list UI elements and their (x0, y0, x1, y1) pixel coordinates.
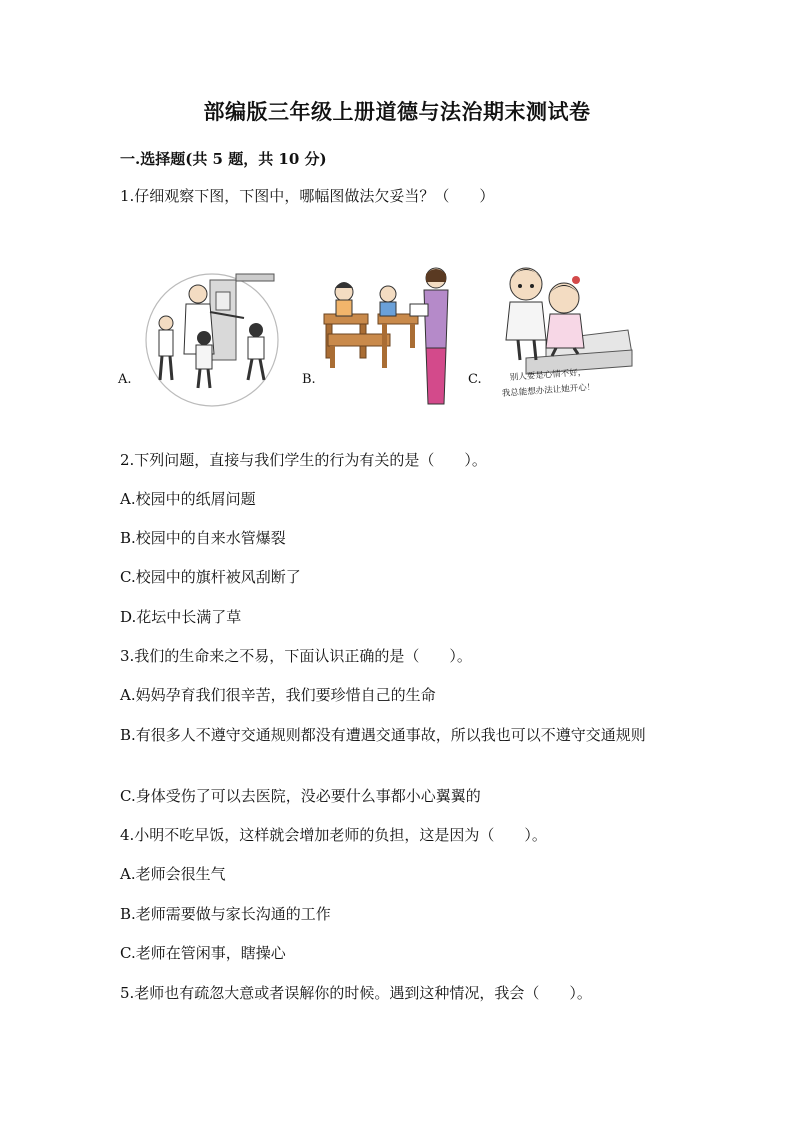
question-2-option-b[interactable]: B.校园中的自来水管爆裂 (120, 529, 286, 547)
question-2-stem: 2.下列问题，直接与我们学生的行为有关的是（ ）。 (120, 451, 487, 469)
section-heading: 一.选择题(共 5 题，共 10 分) (120, 150, 327, 168)
question-4-option-b[interactable]: B.老师需要做与家长沟通的工作 (120, 905, 331, 923)
figure-c-caption-line-1: 别人要是心情不好， (509, 367, 587, 383)
question-4-option-a[interactable]: A.老师会很生气 (120, 865, 226, 883)
figure-a-illustration[interactable] (140, 268, 285, 410)
question-3-option-a[interactable]: A.妈妈孕育我们很辛苦，我们要珍惜自己的生命 (120, 686, 436, 704)
question-4-option-c[interactable]: C.老师在管闲事，瞎操心 (120, 944, 286, 962)
question-1-stem: 1.仔细观察下图，下图中，哪幅图做法欠妥当？（ ） (120, 187, 495, 205)
question-2-option-c[interactable]: C.校园中的旗杆被风刮断了 (120, 568, 301, 586)
question-2-option-a[interactable]: A.校园中的纸屑问题 (120, 490, 256, 508)
figure-c-label: C. (468, 372, 482, 387)
question-3-stem: 3.我们的生命来之不易，下面认识正确的是（ ）。 (120, 647, 472, 665)
question-3-option-b[interactable]: B.有很多人不遵守交通规则都没有遭遇交通事故，所以我也可以不遵守交通规则 (120, 726, 646, 744)
figure-b-illustration[interactable] (318, 262, 458, 410)
question-2-option-d[interactable]: D.花坛中长满了草 (120, 608, 242, 626)
question-3-option-c[interactable]: C.身体受伤了可以去医院，没必要什么事都小心翼翼的 (120, 787, 481, 805)
figure-c-illustration[interactable] (496, 250, 636, 412)
page-title: 部编版三年级上册道德与法治期末测试卷 (203, 99, 591, 124)
question-4-stem: 4.小明不吃早饭，这样就会增加老师的负担，这是因为（ ）。 (120, 826, 547, 844)
figure-b-label: B. (302, 372, 316, 387)
figure-a-label: A. (118, 372, 132, 387)
question-5-stem: 5.老师也有疏忽大意或者误解你的时候。遇到这种情况，我会（ ）。 (120, 984, 592, 1002)
figure-c-caption-line-2: 我总能想办法让她开心！ (501, 382, 596, 399)
